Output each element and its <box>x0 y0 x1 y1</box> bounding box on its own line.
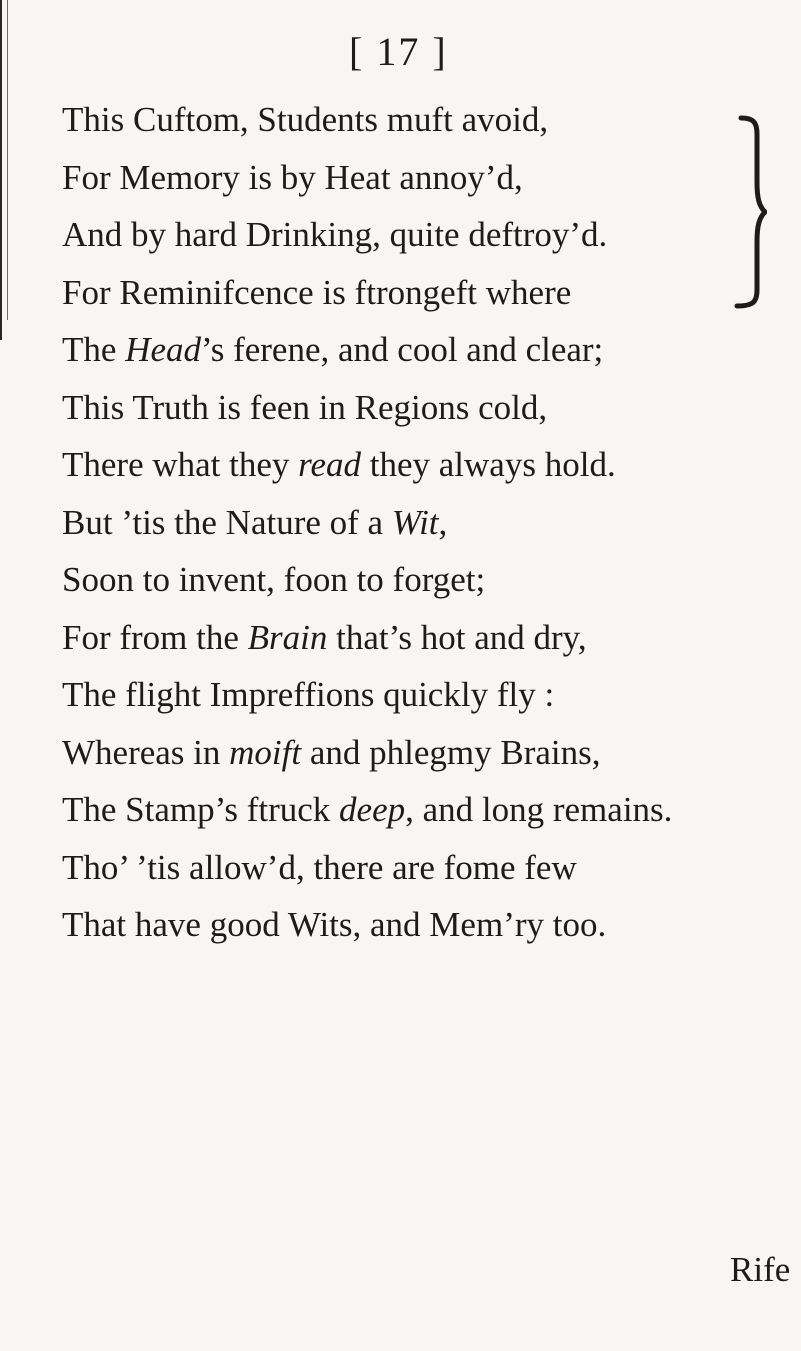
italic-word: Head <box>125 330 201 369</box>
page-number: [ 17 ] <box>349 29 448 74</box>
verse-text: Tho’ ’tis allow’d, there are fome few <box>62 848 577 887</box>
verse-line <box>62 562 485 597</box>
verse-text: , <box>438 503 448 542</box>
triplet-brace-icon <box>727 112 767 312</box>
verse-text: The Stamp’s ftruck <box>62 790 340 829</box>
verse-line <box>62 907 606 942</box>
verse-text: Whereas in <box>62 733 230 772</box>
verse-text: There what they <box>62 445 299 484</box>
verse-line <box>62 332 603 367</box>
verse-text: This Truth is feen in Regions cold, <box>62 388 548 427</box>
verse-text: For from the <box>62 618 248 657</box>
verse-line <box>62 792 672 827</box>
italic-word: Brain <box>247 618 328 657</box>
italic-word: deep <box>339 790 406 829</box>
verse-text: Soon to invent, foon to forget; <box>62 560 486 599</box>
italic-word: read <box>298 445 362 484</box>
binding-edge <box>0 0 14 340</box>
verse-line <box>62 447 616 482</box>
catchword: Rife <box>730 1250 791 1289</box>
verse-line <box>62 160 523 195</box>
verse-text: For Memory is by Heat annoy’d, <box>62 158 523 197</box>
verse-text: The flight Impreffions quickly fly : <box>62 675 555 714</box>
verse-text: , and long remains. <box>405 790 673 829</box>
italic-word: Wit <box>391 503 439 542</box>
verse-line <box>62 505 447 540</box>
verse-text: and phlegmy Brains, <box>301 733 601 772</box>
verse-text: For Reminifcence is ftrongeft where <box>62 273 572 312</box>
verse-line <box>62 735 601 770</box>
verse-text: The <box>62 330 126 369</box>
verse-text: And by hard Drinking, quite deftroy’d. <box>62 215 608 254</box>
verse-line <box>62 850 577 885</box>
verse-text: This Cuftom, Students muft avoid, <box>62 100 549 139</box>
verse-line <box>62 217 607 252</box>
verse-line <box>62 390 547 425</box>
verse-text: ’s ferene, and cool and clear; <box>200 330 604 369</box>
italic-word: moift <box>229 733 302 772</box>
verse-text: that’s hot and dry, <box>327 618 587 657</box>
verse-line <box>62 102 548 137</box>
verse-text: But ’tis the Nature of a <box>62 503 392 542</box>
verse-line <box>62 677 554 712</box>
verse-line <box>62 620 587 655</box>
verse-line <box>62 275 571 310</box>
verse-text: That have good Wits, and Mem’ry too. <box>62 905 607 944</box>
verse-text: they always hold. <box>361 445 616 484</box>
